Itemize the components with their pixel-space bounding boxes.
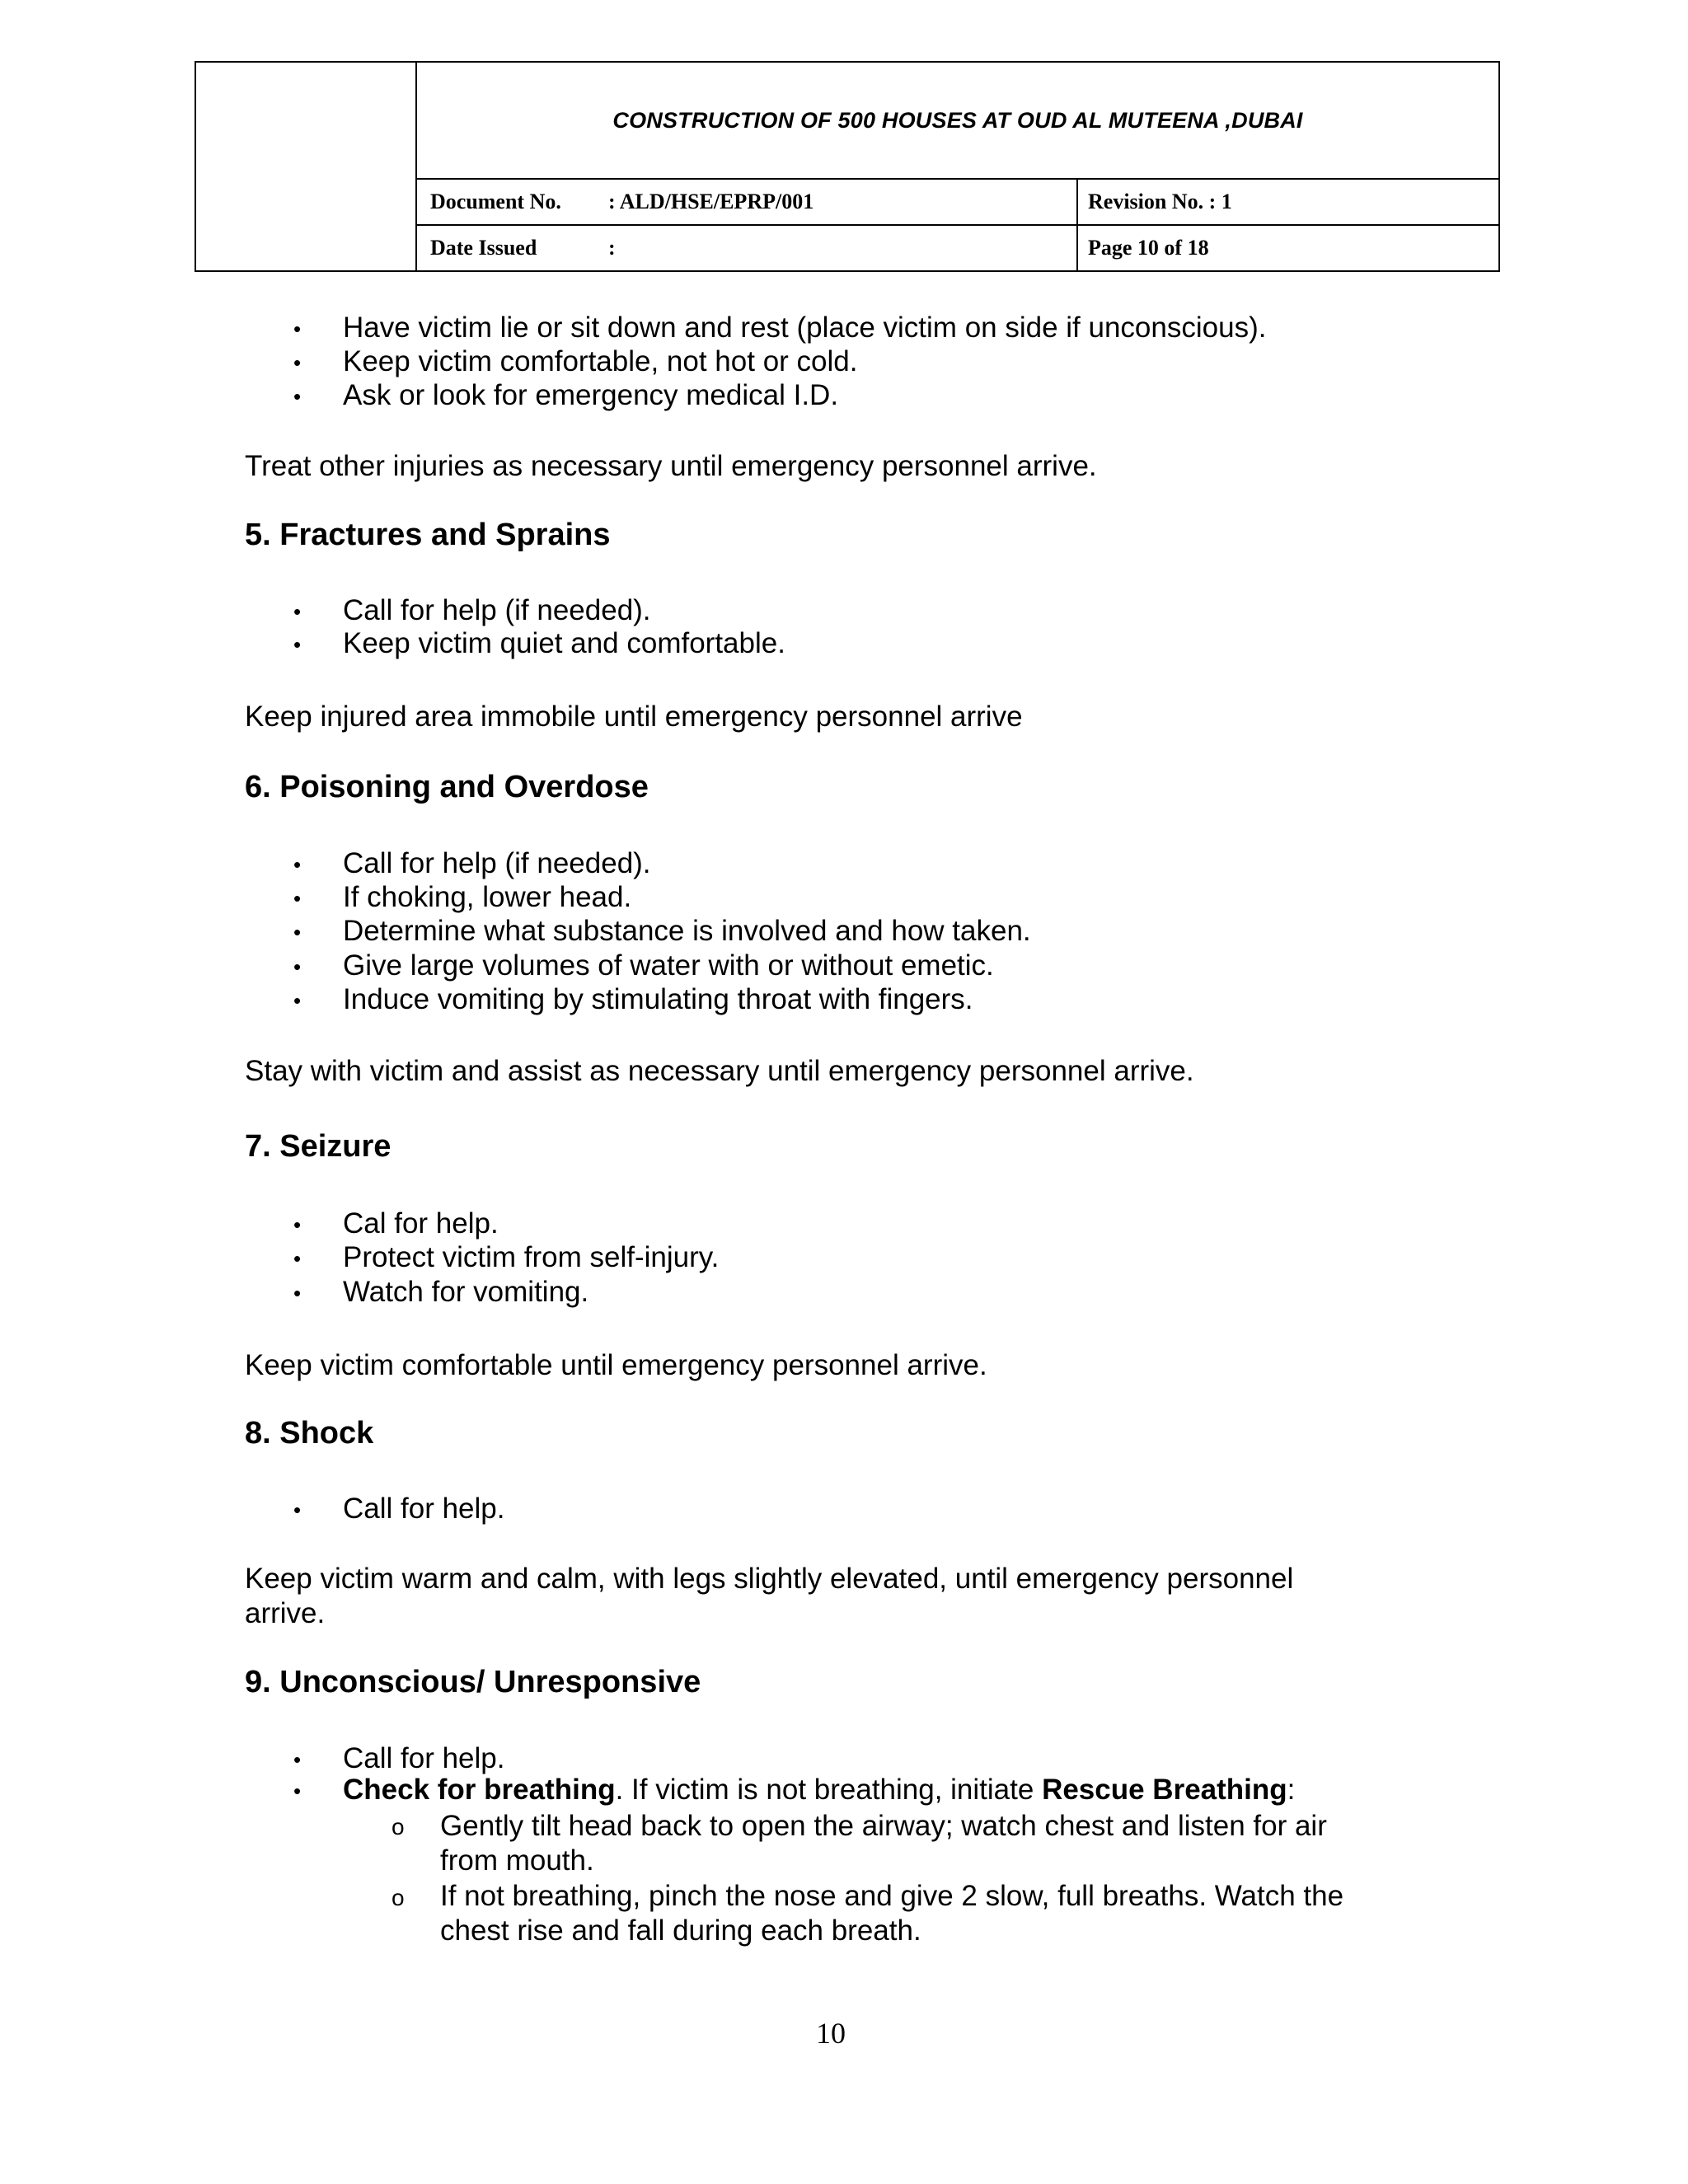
section-heading: 5. Fractures and Sprains (245, 518, 611, 552)
list-item: Keep victim quiet and comfortable. (343, 627, 785, 659)
paragraph: Stay with victim and assist as necessary until emergency personnel arrive. (245, 1055, 1194, 1087)
list-item (343, 1775, 1295, 1804)
sub-list-item: Gently tilt head back to open the airway; watch chest and listen for air (440, 1810, 1327, 1842)
list-item: If choking, lower head. (343, 881, 632, 913)
bullet-marker: • (293, 599, 302, 624)
section-heading: 8. Shock (245, 1416, 374, 1451)
list-item: Keep victim comfortable, not hot or cold. (343, 345, 858, 377)
list-item: Induce vomiting by stimulating throat with fingers. (343, 983, 973, 1015)
header-row-date-issued (417, 226, 1498, 270)
paragraph: Keep victim warm and calm, with legs slightly elevated, until emergency personnel (245, 1563, 1294, 1595)
logo-cell (196, 63, 417, 270)
bullet-marker: • (293, 350, 302, 375)
bullet-marker: • (293, 1246, 302, 1271)
header-divider (1076, 226, 1078, 270)
bold-phrase: Check for breathing (343, 1774, 616, 1806)
date-issued-value: : (608, 236, 616, 260)
bold-phrase: Rescue Breathing (1042, 1774, 1287, 1806)
bullet-marker: • (293, 988, 302, 1013)
sub-list-item: from mouth. (440, 1844, 594, 1877)
paragraph: Keep injured area immobile until emergency personnel arrive (245, 701, 1023, 733)
document-header-table (195, 61, 1500, 272)
section-heading: 7. Seizure (245, 1129, 392, 1164)
paragraph: Keep victim comfortable until emergency personnel arrive. (245, 1349, 987, 1381)
list-item: Have victim lie or sit down and rest (place victim on side if unconscious). (343, 312, 1267, 344)
bullet-marker: • (293, 886, 302, 911)
list-item: Call for help (if needed). (343, 594, 651, 626)
bullet-marker: • (293, 1779, 302, 1803)
sub-list-item: If not breathing, pinch the nose and give 2 slow, full breaths. Watch the (440, 1880, 1344, 1912)
doc-no-label: Document No. (430, 190, 561, 213)
text-run: . If victim is not breathing, initiate (615, 1774, 1043, 1806)
date-issued-label: Date Issued (430, 236, 537, 260)
header-row-document-no (417, 180, 1498, 226)
sub-bullet-marker: o (392, 1885, 405, 1910)
bullet-marker: • (293, 632, 302, 657)
text-run: : (1287, 1774, 1296, 1806)
bullet-marker: • (293, 852, 302, 877)
bullet-marker: • (293, 1497, 302, 1522)
section-heading: 6. Poisoning and Overdose (245, 770, 649, 804)
bullet-marker: • (293, 384, 302, 409)
page-number: 10 (816, 2017, 846, 2050)
revision-no: Revision No. : 1 (1088, 190, 1232, 213)
project-title: CONSTRUCTION OF 500 HOUSES AT OUD AL MUTEENA ,DUBAI (612, 107, 1303, 133)
paragraph: arrive. (245, 1597, 326, 1629)
header-divider (1076, 180, 1078, 224)
bullet-marker: • (293, 954, 302, 979)
list-item: Give large volumes of water with or without emetic. (343, 949, 994, 982)
bullet-marker: • (293, 1212, 302, 1237)
paragraph: Treat other injuries as necessary until emergency personnel arrive. (245, 450, 1097, 482)
doc-no-value: : ALD/HSE/EPRP/001 (608, 190, 814, 213)
list-item: Call for help. (343, 1742, 505, 1774)
list-item: Call for help. (343, 1493, 505, 1525)
page-of-total: Page 10 of 18 (1088, 236, 1209, 260)
bullet-marker: • (293, 316, 302, 341)
list-item: Watch for vomiting. (343, 1276, 589, 1308)
list-item: Protect victim from self-injury. (343, 1241, 720, 1273)
list-item: Cal for help. (343, 1207, 499, 1240)
bullet-marker: • (293, 1281, 302, 1305)
sub-list-item: chest rise and fall during each breath. (440, 1915, 921, 1947)
bullet-marker: • (293, 1747, 302, 1772)
list-item: Determine what substance is involved and how taken. (343, 915, 1031, 947)
sub-bullet-marker: o (392, 1814, 405, 1840)
section-heading: 9. Unconscious/ Unresponsive (245, 1665, 701, 1699)
bullet-marker: • (293, 920, 302, 944)
header-title-row (417, 63, 1498, 180)
list-item: Ask or look for emergency medical I.D. (343, 379, 839, 411)
list-item: Call for help (if needed). (343, 847, 651, 879)
